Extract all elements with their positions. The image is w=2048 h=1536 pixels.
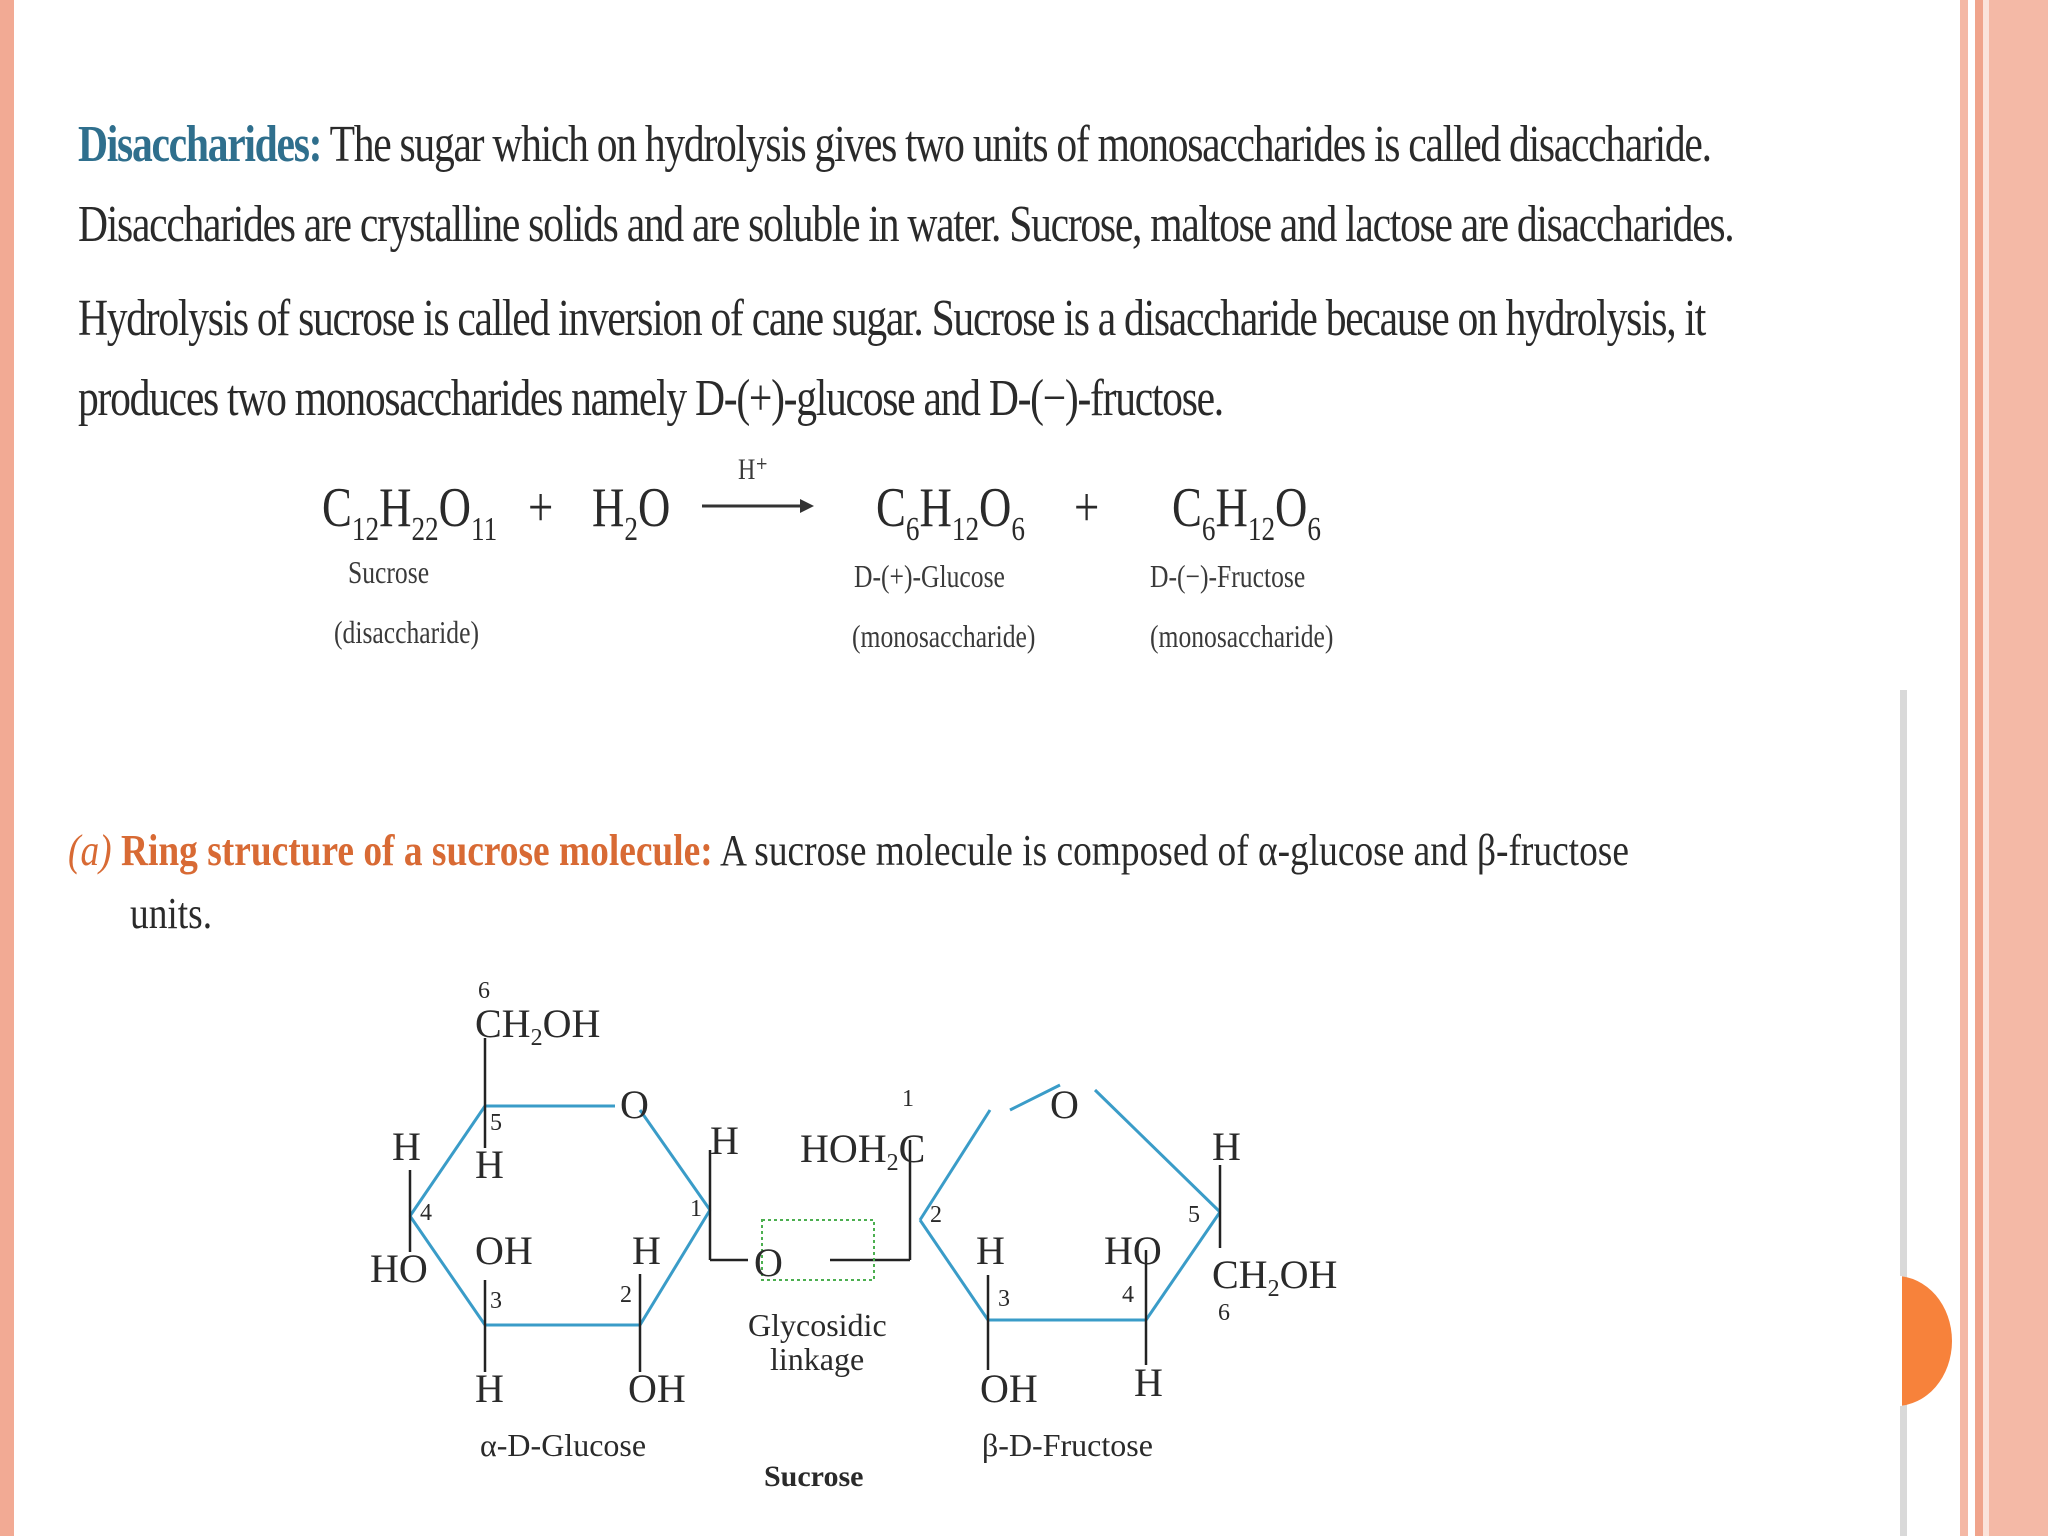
disaccharide-definition-line1 [78,104,1711,186]
svg-text:5: 5 [1188,1202,1200,1228]
plus-sign-2: + [1074,477,1100,539]
ring-structure-title: Ring structure of a sucrose molecule: [120,826,713,875]
catalyst-label: H⁺ [738,453,768,486]
svg-text:6: 6 [1218,1300,1230,1326]
sucrose-structure-diagram [350,970,1350,1510]
fructose-class-label: (monosaccharide) [1150,618,1334,654]
svg-text:H: H [392,1124,421,1169]
ring-structure-caption [68,822,1629,880]
slide-nav-circle[interactable] [1840,1276,1952,1406]
left-border-band [0,0,14,1536]
svg-text:OH: OH [628,1366,686,1411]
svg-text:4: 4 [420,1200,432,1226]
hydrolysis-line1: Hydrolysis of sucrose is called inversion of cane sugar. Sucrose is a disaccharide because on hydrolysis, it [78,290,1705,347]
svg-text:1: 1 [902,1086,914,1112]
sucrose-name: Sucrose [764,1460,864,1493]
svg-text:H: H [475,1366,504,1411]
svg-text:O: O [1050,1082,1079,1127]
svg-text:6: 6 [478,978,490,1004]
svg-text:CH2OH: $CH_2OH$ [1212,1252,1338,1302]
vertical-divider [1900,690,1907,1536]
caption-label: (a) [68,826,112,875]
ring-structure-text-line2: units. [130,889,213,938]
svg-text:4: 4 [1122,1282,1134,1308]
sucrose-class-label: (disaccharide) [334,614,479,650]
svg-text:H: H [976,1228,1005,1273]
svg-text:3: 3 [490,1288,502,1314]
plus-sign-1: + [528,477,554,539]
svg-text:H: H [475,1142,504,1187]
glucose-name: α-D-Glucose [480,1427,647,1463]
definition-text: The sugar which on hydrolysis gives two units of monosaccharides is called disaccharide. [321,116,1711,173]
right-border-stripe [1960,0,1968,1536]
svg-text:H: H [632,1228,661,1273]
disaccharides-term: Disaccharides: [78,116,322,173]
svg-text:HO: HO [1104,1228,1162,1273]
svg-text:HO: HO [370,1246,428,1291]
fructose-formula: $C_6H_{12}O_6$ [1172,477,1322,548]
water-formula: $H_2O$ [592,477,671,548]
svg-text:OH: OH [475,1228,533,1273]
glucose-label: D-(+)-Glucose [854,558,1005,594]
svg-text:OH: OH [980,1366,1038,1411]
sucrose-formula: $C_{12}H_{22}O_{11}$ [322,477,498,548]
svg-text:O: O [620,1082,649,1127]
svg-text:H: H [710,1118,739,1163]
svg-text:5: 5 [490,1110,502,1136]
svg-text:2: 2 [620,1282,632,1308]
svg-text:1: 1 [690,1196,702,1222]
svg-text:H: H [1134,1360,1163,1405]
glucose-ring [410,1106,710,1325]
right-border-band [1975,0,2048,1536]
hydrolysis-line2: produces two monosaccharides namely D-(+)-glucose and D-(−)-fructose. [78,370,1223,427]
disaccharide-definition-line2: Disaccharides are crystalline solids and are soluble in water. Sucrose, maltose and lactose are disaccharides. [78,196,1734,253]
sucrose-label: Sucrose [348,554,430,590]
linkage-label-2: linkage [770,1341,865,1377]
svg-text:2: 2 [930,1202,942,1228]
reaction-arrow [700,494,816,518]
ring-structure-text: A sucrose molecule is composed of α-glucose and β-fructose [712,826,1629,875]
glucose-class-label: (monosaccharide) [852,618,1036,654]
fructose-name: β-D-Fructose [982,1427,1153,1463]
fructose-label: D-(−)-Fructose [1150,558,1306,594]
svg-text:CH2OH: $CH_2OH$ [475,1001,601,1051]
svg-text:3: 3 [998,1286,1010,1312]
svg-text:HOH2C: $HOH_2C$ [800,1126,926,1176]
linkage-label-1: Glycosidic [748,1307,887,1343]
svg-text:H: H [1212,1124,1241,1169]
svg-text:O: O [754,1240,783,1285]
glucose-formula: $C_6H_{12}O_6$ [876,477,1026,548]
